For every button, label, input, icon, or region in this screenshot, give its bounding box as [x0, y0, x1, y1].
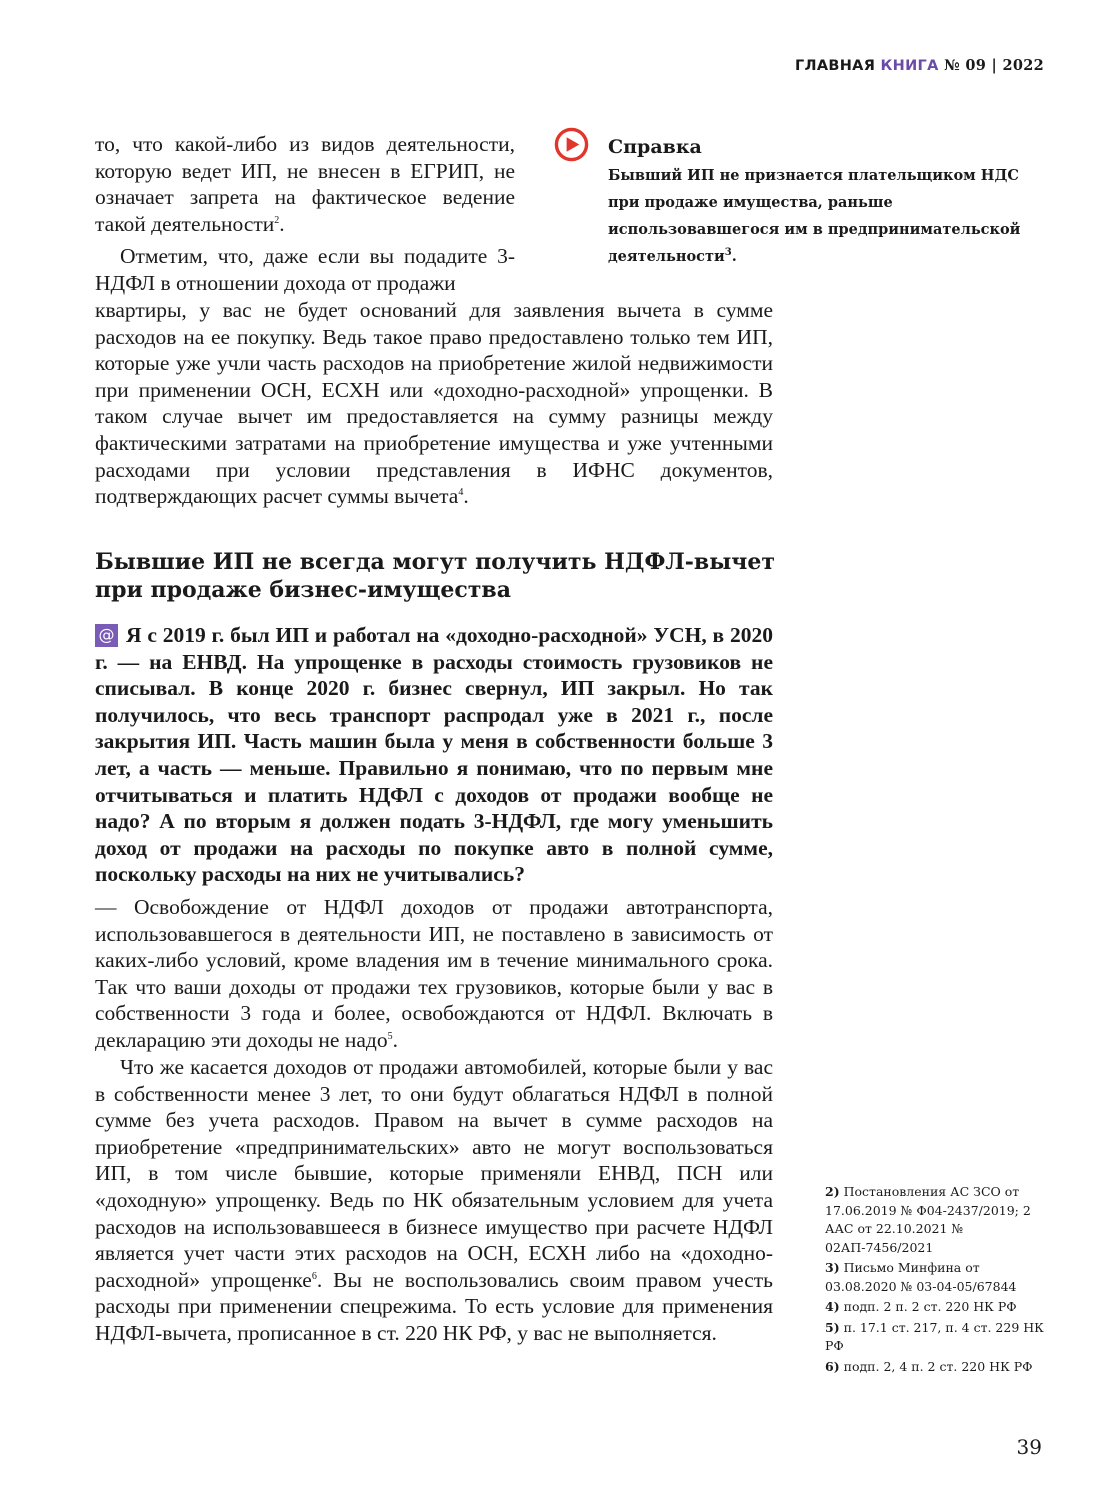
answer-text: . Вы не воспользовались своим правом учесть расходы при применении спецрежима. То есть условие для применения НДФЛ-вычета, прописанное в ст. 220 НК РФ, у вас не выполняется.	[95, 1267, 773, 1345]
page-number: 39	[1016, 1435, 1042, 1459]
footnote-number: 5)	[825, 1319, 840, 1335]
play-circle-icon	[554, 127, 589, 162]
footnote-item	[825, 1259, 1055, 1296]
section-heading: Бывшие ИП не всегда могут получить НДФЛ-вычет при продаже бизнес-имущества	[95, 549, 776, 603]
sidebar-note	[608, 134, 1048, 270]
footnote-number: 3)	[825, 1260, 840, 1275]
footnote-ref[interactable]: 2	[274, 214, 280, 226]
answer-paragraph-1: — Освобождение от НДФЛ доходов от продажи автотранспорта, использовавшегося в деятельности ИП, не поставлено в зависимость от каких-либо условий, кроме владения им в течение минимального срока. Так что ваши доходы от продажи тех грузовиков, которые были у вас в собственности 3 года и более, освобождаются от НДФЛ. Включать в декларацию эти доходы не надо$^5$.	[95, 895, 773, 1052]
paragraph-intro: то, что какой-либо из видов деятельности, которую ведет ИП, не внесен в ЕГРИП, не означает запрета на фактическое ведение такой деятельности$^2$.	[95, 132, 515, 236]
issue-number: № 09 | 2022	[943, 57, 1044, 74]
footnote-number: 4)	[825, 1299, 840, 1314]
question-text: Я с 2019 г. был ИП и работал на «доходно-расходной» УСН, в 2020 г. — на ЕНВД. На упрощенке в расходы стоимость грузовиков не списывал. В конце 2020 г. бизнес свернул, ИП закрыл. Но так получилось, что весь транспорт распродал уже в 2021 г., после закрытия ИП. Часть машин была у меня в собственности больше 3 лет, а часть — меньше. Правильно я понимаю, что по первым мне отчитываться и платить НДФЛ с доходов от продажи вообще не надо? А по вторым я должен подать 3-НДФЛ, где могу уменьшить доход от продажи на расходы по покупке авто в полной сумме, поскольку расходы на них не учитывались?	[95, 623, 773, 887]
running-header	[795, 57, 1044, 74]
footnote-text: подп. 2 п. 2 ст. 220 НК РФ	[843, 1299, 1017, 1314]
reader-question	[95, 622, 773, 888]
paragraph-text: то, что какой-либо из видов деятельности, которую ведет ИП, не внесен в ЕГРИП, не означает запрета на фактическое ведение такой деятельности	[95, 132, 515, 236]
footnotes	[825, 1183, 1055, 1378]
footnote-item	[825, 1183, 1055, 1257]
sidebar-note-text: Бывший ИП не признается плательщиком НДС при продаже имущества, раньше использовавшегося им в предпринимательской деятельности$^3$.	[608, 167, 1021, 265]
brand-name-accent: КНИГА	[880, 58, 939, 74]
footnote-item	[825, 1319, 1055, 1356]
brand-name-main: ГЛАВНАЯ	[794, 58, 876, 74]
footnote-ref[interactable]: 6	[311, 1270, 317, 1282]
paragraph-wide: квартиры, у вас не будет оснований для заявления вычета в сумме расходов на ее покупку. Ведь такое право предоставлено только тем ИП, которые уже учли часть расходов на приобретение жилой недвижимости при применении ОСН, ЕСХН или «доходно-расходной» упрощенки. В таком случае вычет им предоставляется на сумму разницы между фактическими затратами на приобретение имущества и уже учтенными расходами при условии представления в ИФНС документов, подтверждающих расчет суммы вычета$^4$.	[95, 298, 773, 509]
answer-text: Что же касается доходов от продажи автомобилей, которые были у вас в собственности менее 3 лет, то они будут облагаться НДФЛ в полной сумме без учета расходов. Правом на вычет в сумме расходов на приобретение «предпринимательских» авто не могут воспользоваться ИП, в том числе бывшие, которые применяли ЕНВД, ПСН или «доходную» упрощенку. Ведь по НК обязательным условием для учета расходов на использовавшееся в бизнесе имущество при расчете НДФЛ является учет части этих расходов на ОСН, ЕСХН либо на «доходно-расходной» упрощенке	[95, 1055, 773, 1292]
footnote-ref[interactable]: 5	[387, 1030, 393, 1042]
sidebar-note-title: Справка	[608, 136, 702, 158]
footnote-item	[825, 1358, 1055, 1377]
footnote-text: подп. 2, 4 п. 2 ст. 220 НК РФ	[843, 1358, 1033, 1374]
footnote-ref[interactable]: 4	[458, 487, 464, 498]
footnote-number: 6)	[825, 1358, 840, 1374]
paragraph-narrow: Отметим, что, даже если вы подадите 3-НДФЛ в отношении дохода от продажи	[95, 244, 515, 295]
paragraph-text: квартиры, у вас не будет оснований для заявления вычета в сумме расходов на ее покупку. Ведь такое право предоставлено только тем ИП, которые уже учли часть расходов на приобретение жилой недвижимости при применении ОСН, ЕСХН или «доходно-расходной» упрощенки. В таком случае вычет им предоставляется на сумму разницы между фактическими затратами на приобретение имущества и уже учтенными расходами при условии представления в ИФНС документов, подтверждающих расчет суммы вычета	[95, 298, 773, 509]
footnote-ref[interactable]: 3	[724, 247, 732, 259]
footnote-text: Постановления АС ЗСО от 17.06.2019 № Ф04-2437/2019; 2 ААС от 22.10.2021 № 02АП-7456/2021	[825, 1184, 1031, 1255]
answer-text: — Освобождение от НДФЛ доходов от продажи автотранспорта, использовавшегося в деятельности ИП, не поставлено в зависимость от каких-либо условий, кроме владения им в течение минимального срока. Так что ваши доходы от продажи тех грузовиков, которые были у вас в собственности 3 года и более, освобождаются от НДФЛ. Включать в декларацию эти доходы не надо	[95, 895, 773, 1052]
footnote-text: п. 17.1 ст. 217, п. 4 ст. 229 НК РФ	[825, 1319, 1044, 1353]
footnote-item	[825, 1298, 1055, 1317]
at-icon: @	[95, 624, 118, 647]
answer-paragraph-2	[95, 1054, 773, 1347]
footnote-text: Письмо Минфина от 03.08.2020 № 03-04-05/67844	[825, 1260, 1017, 1294]
footnote-number: 2)	[825, 1184, 840, 1199]
sidebar-note-body: Бывший ИП не признается плательщиком НДС при продаже имущества, раньше использовавшегося им в предпринимательской деятельности	[608, 167, 1021, 265]
